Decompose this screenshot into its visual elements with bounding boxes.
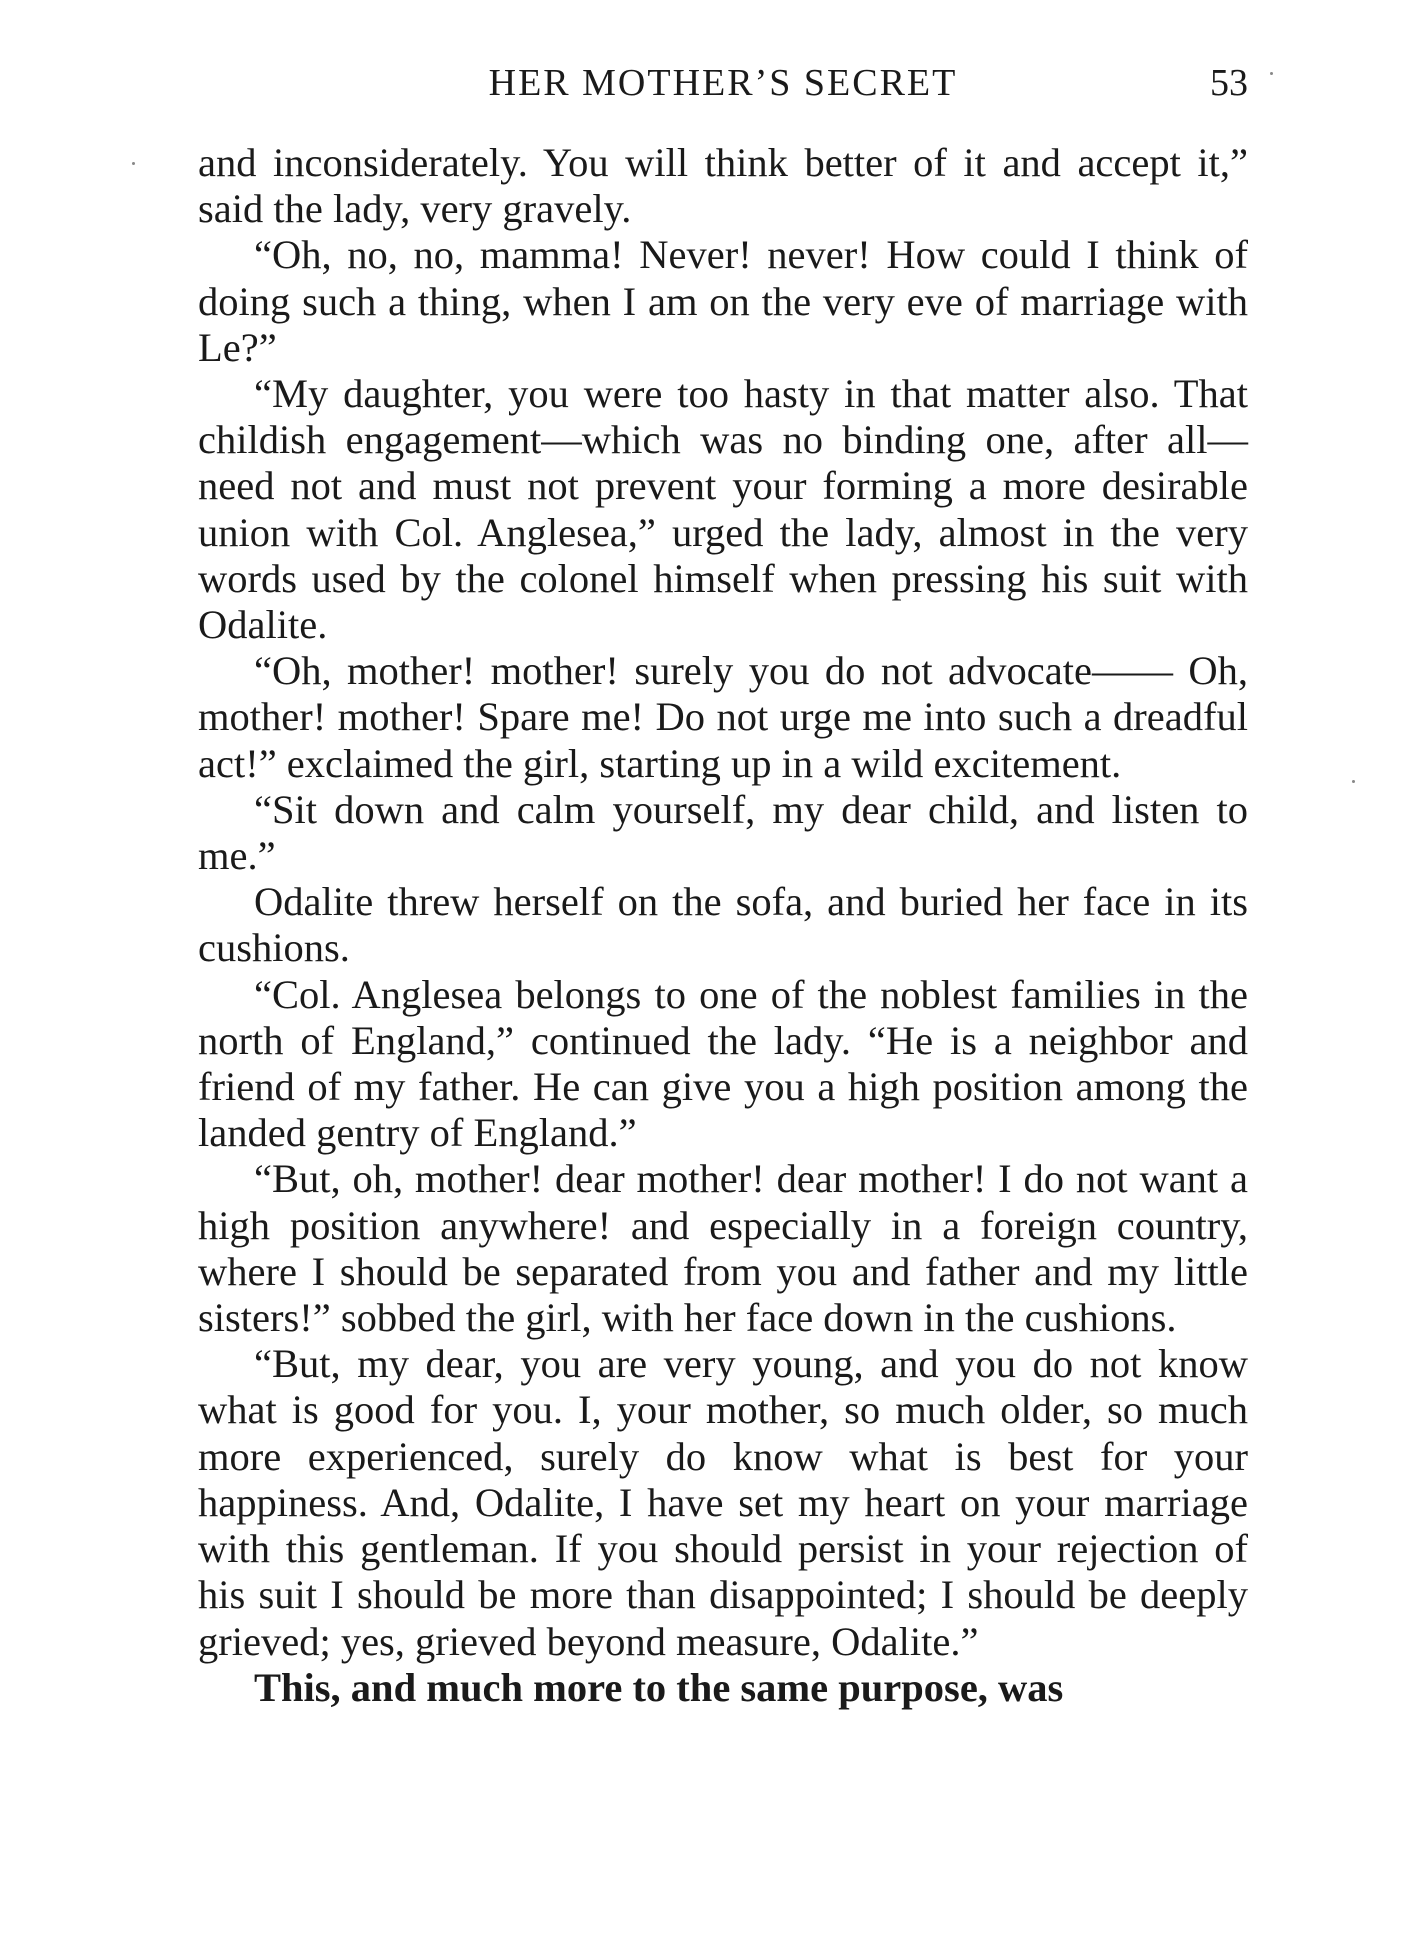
paragraph: “Sit down and calm yourself, my dear child, and listen to me.” (198, 786, 1248, 879)
paragraph: “But, my dear, you are very young, and you do not know what is good for you. I, your mother, so much older, so much more experienced, surely do know what is best for your happiness. And, Odalite, I have set my heart on your marriage with this gentleman. If you should persist in your rejection of his suit I should be more than disappointed; I should be deeply grieved; yes, grieved beyond measure, Odalite.” (198, 1341, 1248, 1664)
paper-speck (132, 162, 135, 165)
paragraph: “Oh, mother! mother! surely you do not advocate—— Oh, mother! mother! Spare me! Do not urge me into such a dreadful act!” exclaimed the girl, starting up in a wild excitement. (198, 648, 1248, 786)
paragraph: “Col. Anglesea belongs to one of the noblest families in the north of England,” continued the lady. “He is a neighbor and friend of my father. He can give you a high position among the landed gentry of England.” (198, 971, 1248, 1156)
paragraph: “My daughter, you were too hasty in that matter also. That childish engagement—which was no binding one, after all—need not and must not prevent your forming a more desirable union with Col. Anglesea,” urged the lady, almost in the very words used by the colonel himself when pressing his suit with Odalite. (198, 371, 1248, 648)
body-text (198, 140, 1248, 1711)
page-number: 53 (1210, 62, 1248, 104)
paper-speck (1270, 72, 1273, 75)
paragraph: “But, oh, mother! dear mother! dear mother! I do not want a high position anywhere! and especially in a foreign country, where I should be separated from you and father and my little sisters!” sobbed the girl, with her face down in the cushions. (198, 1156, 1248, 1341)
paper-speck (1352, 780, 1355, 783)
running-head (198, 58, 1248, 108)
running-title: HER MOTHER’S SECRET (488, 62, 958, 104)
paragraph: Odalite threw herself on the sofa, and buried her face in its cushions. (198, 879, 1248, 971)
paragraph-final-line: This, and much more to the same purpose, was (254, 1664, 1064, 1710)
paragraph-continued: and inconsiderately. You will think better of it and accept it,” said the lady, very gravely. (198, 140, 1248, 232)
paragraph: “Oh, no, no, mamma! Never! never! How could I think of doing such a thing, when I am on the very eve of marriage with Le?” (198, 232, 1248, 370)
